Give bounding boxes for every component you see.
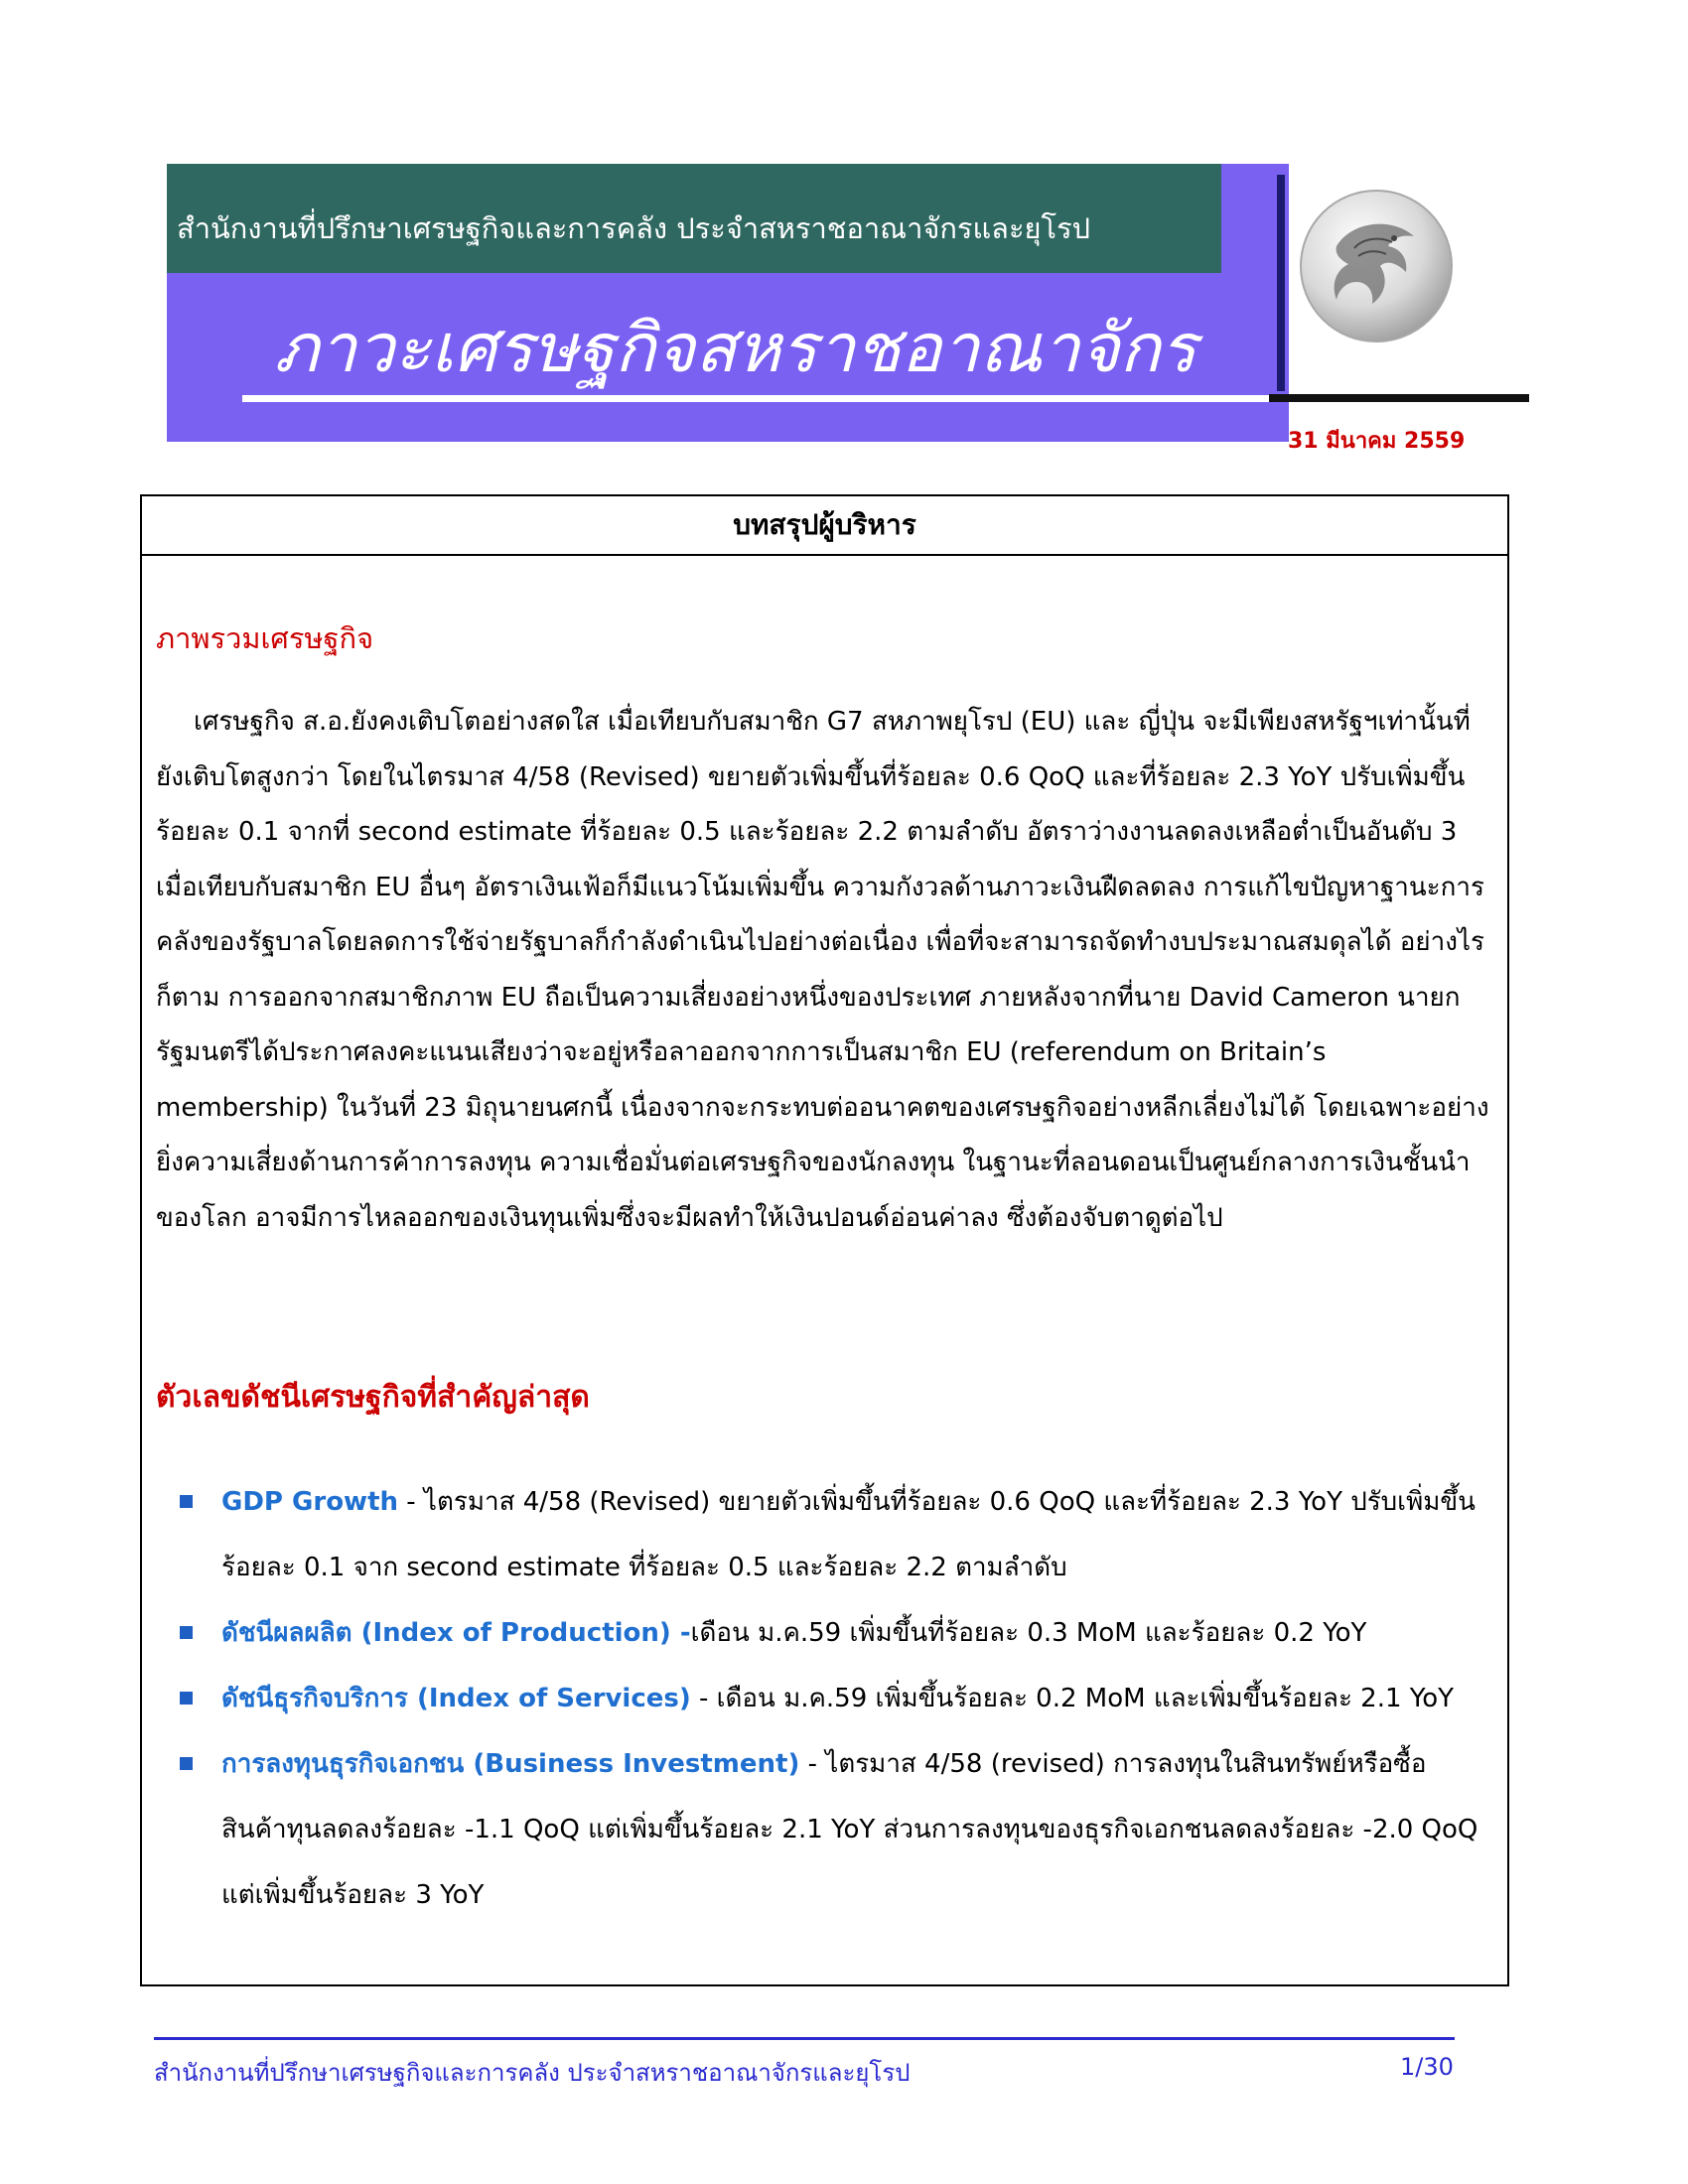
report-date: 31 มีนาคม 2559 xyxy=(1288,429,1466,454)
bullet-icon xyxy=(180,1626,193,1639)
bullet-icon xyxy=(180,1757,193,1770)
header-divider xyxy=(1277,175,1285,391)
bullet-icon xyxy=(180,1495,193,1508)
garuda-emblem-icon xyxy=(1297,187,1456,345)
report-title: ภาวะเศรษฐกิจสหราชอาณาจักร xyxy=(274,310,1197,388)
indicator-list xyxy=(180,1469,1490,1928)
office-banner: สำนักงานที่ปรึกษาเศรษฐกิจและการคลัง ประจำสหราชอาณาจักรและยุโรป xyxy=(167,164,1221,273)
date-rule xyxy=(1269,394,1529,402)
indicator-services xyxy=(180,1666,1490,1731)
indicators-heading: ตัวเลขดัชนีเศรษฐกิจที่สำคัญล่าสุด xyxy=(156,1380,590,1415)
indicator-text: เดือน ม.ค.59 เพิ่มขึ้นที่ร้อยละ 0.3 MoM และร้อยละ 0.2 YoY xyxy=(690,1618,1367,1648)
footer-office: สำนักงานที่ปรึกษาเศรษฐกิจและการคลัง ประจำสหราชอาณาจักรและยุโรป xyxy=(154,2059,911,2087)
indicator-production xyxy=(180,1600,1490,1666)
indicator-business-investment xyxy=(180,1731,1490,1928)
title-underline xyxy=(242,395,1275,402)
indicator-gdp xyxy=(180,1469,1490,1600)
overview-heading: ภาพรวมเศรษฐกิจ xyxy=(156,621,374,655)
indicator-text: - ไตรมาส 4/58 (revised) การลงทุนในสินทรัพย์หรือซื้อสินค้าทุนลดลงร้อยละ -1.1 QoQ แต่เพิ่มขึ้นร้อยละ 2.1 YoY ส่วนการลงทุนของธุรกิจเอกชนลดลงร้อยละ -2.0 QoQ แต่เพิ่มขึ้นร้อยละ 3 YoY xyxy=(221,1749,1478,1910)
indicator-text: - เดือน ม.ค.59 เพิ่มขึ้นร้อยละ 0.2 MoM และเพิ่มขึ้นร้อยละ 2.1 YoY xyxy=(690,1684,1455,1713)
overview-paragraph: เศรษฐกิจ ส.อ.ยังคงเติบโตอย่างสดใส เมื่อเทียบกับสมาชิก G7 สหภาพยุโรป (EU) และ ญี่ปุ่น จะมีเพียงสหรัฐฯเท่านั้นที่ยังเติบโตสูงกว่า โดยในไตรมาส 4/58 (Revised) ขยายตัวเพิ่มขึ้นที่ร้อยละ 0.6 QoQ และที่ร้อยละ 2.3 YoY ปรับเพิ่มขึ้นร้อยละ 0.1 จากที่ second estimate ที่ร้อยละ 0.5 และร้อยละ 2.2 ตามลำดับ อัตราว่างงานลดลงเหลือต่ำเป็นอันดับ 3 เมื่อเทียบกับสมาชิก EU อื่นๆ อัตราเงินเฟ้อก็มีแนวโน้มเพิ่มขึ้น ความกังวลด้านภาวะเงินฝืดลดลง การแก้ไขปัญหาฐานะการคลังของรัฐบาลโดยลดการใช้จ่ายรัฐบาลก็กำลังดำเนินไปอย่างต่อเนื่อง เพื่อที่จะสามารถจัดทำงบประมาณสมดุลได้ อย่างไรก็ตาม การออกจากสมาชิกภาพ EU ถือเป็นความเสี่ยงอย่างหนึ่งของประเทศ ภายหลังจากที่นาย David Cameron นายกรัฐมนตรีได้ประกาศลงคะแนนเสียงว่าจะอยู่หรือลาออกจากการเป็นสมาชิก EU (referendum on Britain’s membership) ในวันที่ 23 มิถุนายนศกนี้ เนื่องจากจะกระทบต่ออนาคตของเศรษฐกิจอย่างหลีกเลี่ยงไม่ได้ โดยเฉพาะอย่างยิ่งความเสี่ยงด้านการค้าการลงทุน ความเชื่อมั่นต่อเศรษฐกิจของนักลงทุน ในฐานะที่ลอนดอนเป็นศูนย์กลางการเงินชั้นนำของโลก อาจมีการไหลออกของเงินทุนเพิ่มซึ่งจะมีผลทำให้เงินปอนด์อ่อนค่าลง ซึ่งต้องจับตาดูต่อไป xyxy=(156,707,1489,1233)
bullet-icon xyxy=(180,1692,193,1705)
indicator-label: การลงทุนธุรกิจเอกชน (Business Investment) xyxy=(221,1749,800,1779)
summary-title: บทสรุปผู้บริหาร xyxy=(142,496,1507,556)
footer-rule xyxy=(154,2037,1455,2040)
indicator-text: - ไตรมาส 4/58 (Revised) ขยายตัวเพิ่มขึ้นที่ร้อยละ 0.6 QoQ และที่ร้อยละ 2.3 YoY ปรับเพิ่มขึ้นร้อยละ 0.1 จาก second estimate ที่ร้อยละ 0.5 และร้อยละ 2.2 ตามลำดับ xyxy=(221,1487,1476,1582)
page-number: 1/30 xyxy=(1400,2053,1454,2081)
indicator-label: ดัชนีผลผลิต (Index of Production) - xyxy=(221,1618,691,1648)
indicator-label: GDP Growth xyxy=(221,1487,399,1517)
executive-summary-box xyxy=(140,494,1509,1986)
indicator-label: ดัชนีธุรกิจบริการ (Index of Services) xyxy=(221,1684,691,1713)
